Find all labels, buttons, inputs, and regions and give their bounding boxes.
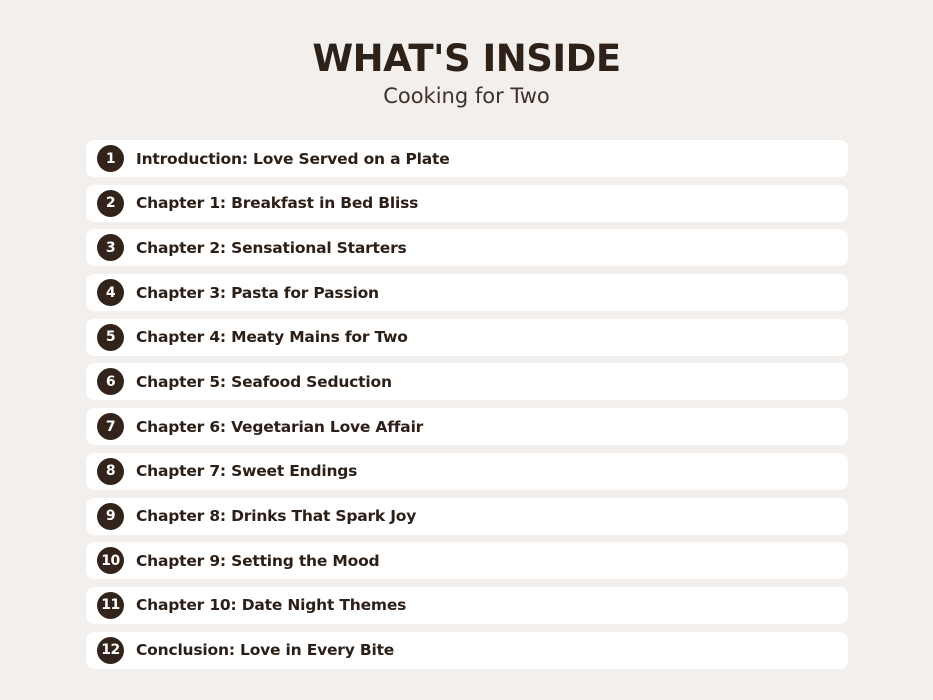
page-header <box>0 36 933 110</box>
toc-item[interactable] <box>86 408 848 445</box>
chapter-title: Introduction: Love Served on a Plate <box>136 149 450 168</box>
toc-item[interactable] <box>86 632 848 669</box>
toc-item[interactable] <box>86 319 848 356</box>
chapter-title: Chapter 6: Vegetarian Love Affair <box>136 417 424 436</box>
toc-item[interactable] <box>86 587 848 624</box>
chapter-number-badge: 11 <box>97 592 124 619</box>
chapter-title: Chapter 9: Setting the Mood <box>136 551 380 570</box>
chapter-number-badge: 9 <box>97 503 124 530</box>
chapter-title: Chapter 1: Breakfast in Bed Bliss <box>136 194 419 213</box>
page-title: WHAT'S INSIDE <box>312 37 621 80</box>
table-of-contents <box>86 140 848 676</box>
chapter-title: Chapter 2: Sensational Starters <box>136 238 407 257</box>
page-subtitle: Cooking for Two <box>383 84 550 108</box>
toc-item[interactable] <box>86 542 848 579</box>
chapter-number-badge: 3 <box>97 234 124 261</box>
toc-item[interactable] <box>86 498 848 535</box>
chapter-number-badge: 8 <box>97 458 124 485</box>
toc-item[interactable] <box>86 274 848 311</box>
chapter-number-badge: 12 <box>97 637 124 664</box>
chapter-title: Chapter 4: Meaty Mains for Two <box>136 328 408 347</box>
chapter-number-badge: 10 <box>97 547 124 574</box>
chapter-title: Chapter 5: Seafood Seduction <box>136 372 392 391</box>
chapter-title: Conclusion: Love in Every Bite <box>136 641 395 660</box>
toc-item[interactable] <box>86 140 848 177</box>
toc-item[interactable] <box>86 185 848 222</box>
chapter-number-badge: 4 <box>97 279 124 306</box>
chapter-title: Chapter 7: Sweet Endings <box>136 462 358 481</box>
chapter-title: Chapter 8: Drinks That Spark Joy <box>136 507 417 525</box>
chapter-number-badge: 6 <box>97 368 124 395</box>
chapter-number-badge: 2 <box>97 190 124 217</box>
chapter-number-badge: 5 <box>97 324 124 351</box>
toc-item[interactable] <box>86 363 848 400</box>
chapter-title: Chapter 10: Date Night Themes <box>136 596 407 615</box>
chapter-number-badge: 1 <box>97 145 124 172</box>
chapter-title: Chapter 3: Pasta for Passion <box>136 283 379 302</box>
chapter-number-badge: 7 <box>97 413 124 440</box>
toc-item[interactable] <box>86 229 848 266</box>
toc-item[interactable] <box>86 453 848 490</box>
